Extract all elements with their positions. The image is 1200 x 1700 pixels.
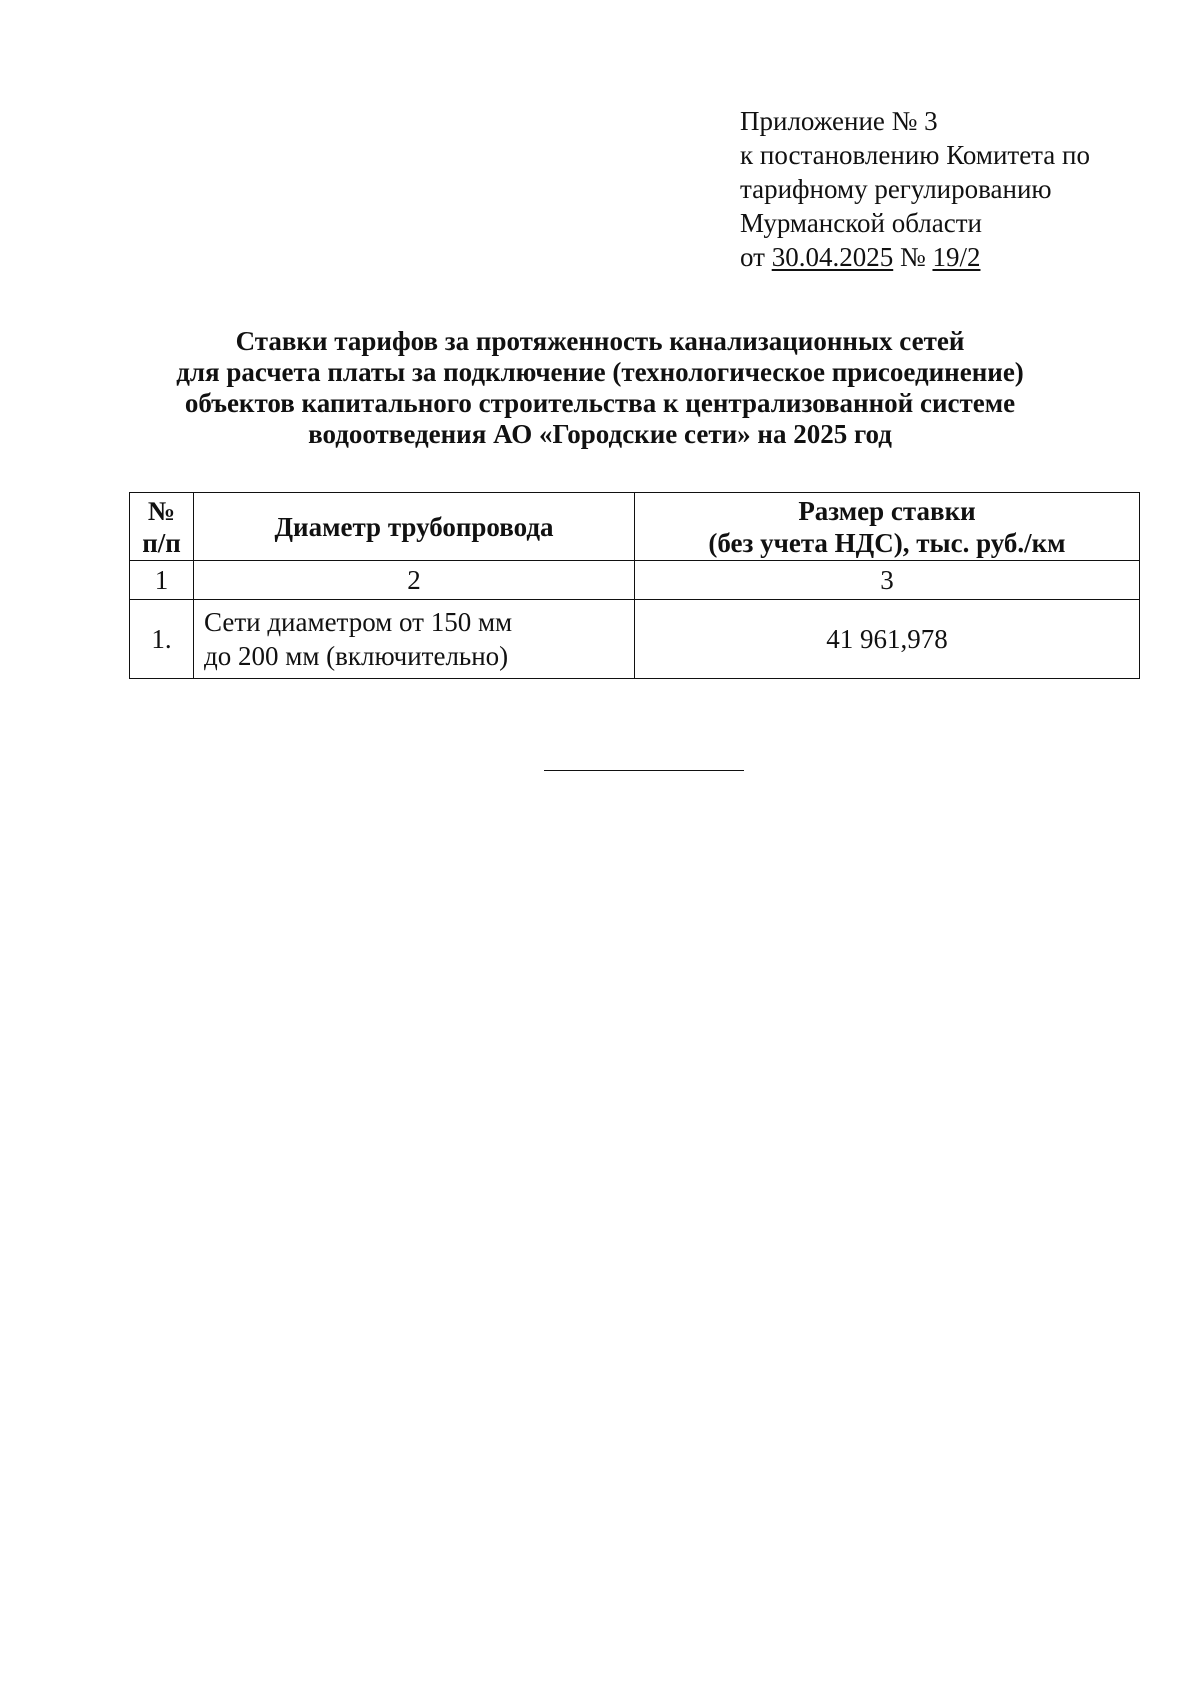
header-number-line-2: п/п bbox=[142, 527, 181, 558]
title-line-1: Ставки тарифов за протяженность канализационных сетей bbox=[235, 326, 965, 356]
header-rate bbox=[635, 493, 1140, 561]
decree-number: 19/2 bbox=[932, 242, 981, 272]
column-number-1: 1 bbox=[130, 561, 194, 600]
appendix-date-line bbox=[740, 240, 1170, 274]
header-number-line-1: № bbox=[147, 495, 176, 526]
table-row bbox=[130, 600, 1140, 679]
date-prefix: от bbox=[740, 242, 772, 272]
column-number-3: 3 bbox=[635, 561, 1140, 600]
appendix-line-3: тарифному регулированию bbox=[740, 174, 1052, 204]
header-diameter: Диаметр трубопровода bbox=[194, 493, 635, 561]
row-diameter-line-1: Сети диаметром от 150 мм bbox=[204, 607, 513, 637]
row-number: 1. bbox=[130, 600, 194, 679]
appendix-line-2: к постановлению Комитета по bbox=[740, 140, 1090, 170]
row-diameter-line-2: до 200 мм (включительно) bbox=[204, 641, 509, 671]
closing-separator-line bbox=[544, 770, 744, 771]
title-line-3: объектов капитального строительства к централизованной системе bbox=[184, 388, 1016, 418]
table-header-row bbox=[130, 493, 1140, 561]
number-prefix: № bbox=[893, 242, 933, 272]
rates-table bbox=[129, 492, 1140, 679]
header-rate-line-2: (без учета НДС), тыс. руб./км bbox=[708, 527, 1066, 558]
appendix-line-4: Мурманской области bbox=[740, 208, 982, 238]
appendix-line-1: Приложение № 3 bbox=[740, 106, 938, 136]
header-rate-line-1: Размер ставки bbox=[798, 495, 976, 526]
row-rate: 41 961,978 bbox=[635, 600, 1140, 679]
header-number bbox=[130, 493, 194, 561]
title-line-2: для расчета платы за подключение (технологическое присоединение) bbox=[176, 357, 1024, 387]
document-title bbox=[100, 326, 1100, 450]
title-line-4: водоотведения АО «Городские сети» на 2025 год bbox=[308, 419, 892, 449]
column-numbers-row bbox=[130, 561, 1140, 600]
appendix-block bbox=[740, 104, 1170, 274]
row-diameter bbox=[194, 600, 635, 679]
decree-date: 30.04.2025 bbox=[771, 242, 894, 272]
column-number-2: 2 bbox=[194, 561, 635, 600]
